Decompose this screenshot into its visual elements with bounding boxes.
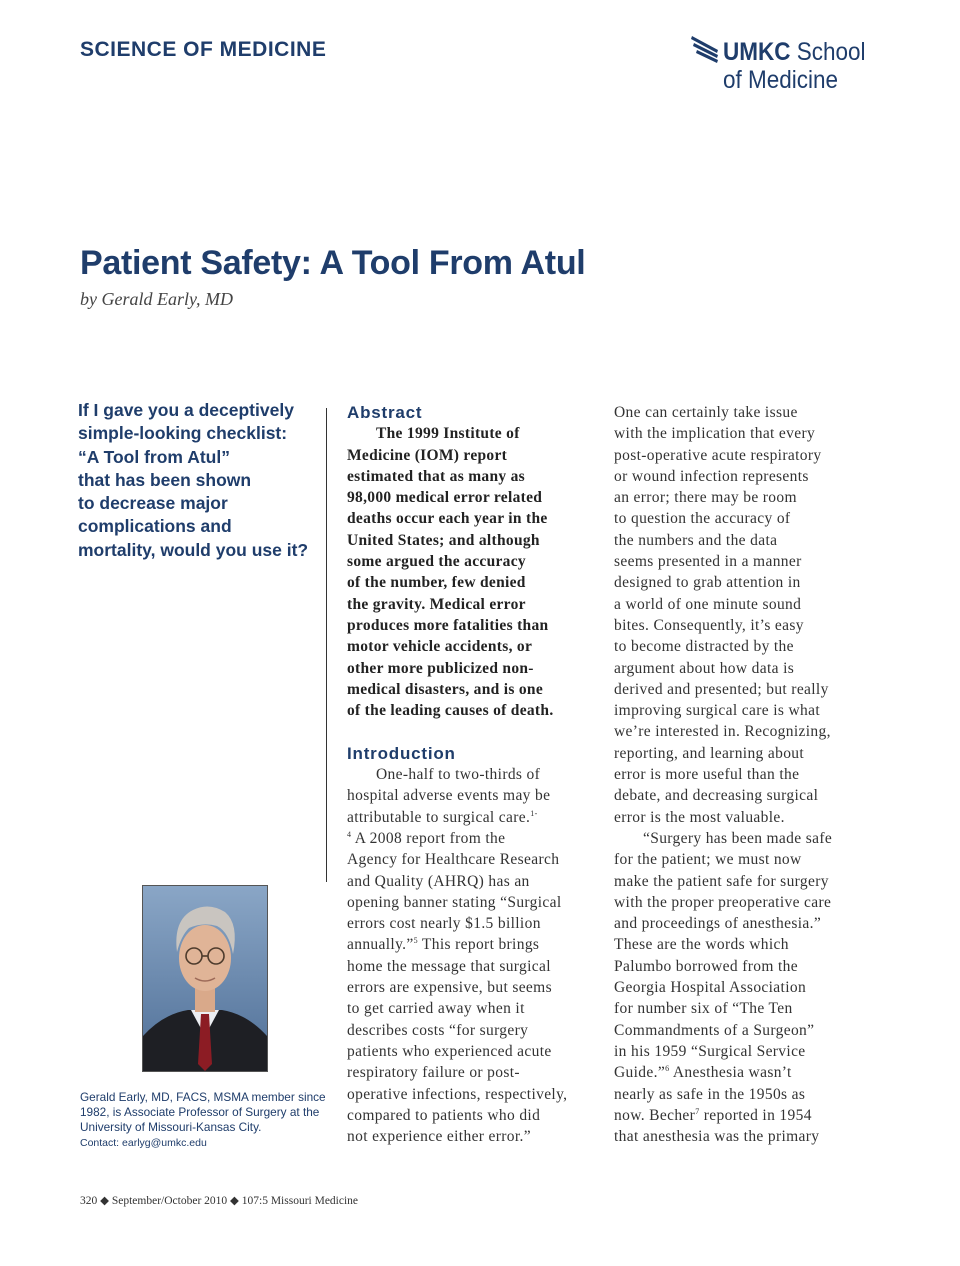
logo-text-line1: UMKC School — [723, 38, 866, 66]
page-number: 320 — [80, 1195, 98, 1207]
author-photo — [142, 885, 268, 1072]
diamond-icon: ◆ — [230, 1195, 242, 1207]
middle-column — [347, 402, 602, 1147]
introduction-heading: Introduction — [347, 743, 456, 763]
section-label: SCIENCE OF MEDICINE — [80, 38, 327, 61]
right-column-text: One can certainly take issue with the implication that every post-operative acute respiratory or wound infection represents an error; there may be room to question the accuracy of the numbers and the data seems presented in a manner designed to grab attention in a world of one minute sound bites. Consequently, it’s easy to become distracted by the argument about how data is derived and presented; but really improving surgical care is what we’re interested in. Recognizing, reporting, and learning about error is more useful than the debate, and decreasing surgical error is the most valuable. “Surgery has been made safe for the patient; we must now make the patient safe for surgery with the proper preoperative care and proceedings of anesthesia.” These are the words which Palumbo borrowed from the Georgia Hospital Association for number six of “The Ten Commandments of a Surgeon” in his 1959 “Surgical Service Guide.”$^6$ Anesthesia wasn’t nearly as safe in the 1950s as now. Becher$^7$ reported in 1954 that anesthesia was the primary — [614, 404, 833, 1146]
column-divider — [326, 408, 327, 882]
umkc-logo — [690, 34, 870, 96]
logo-text-line2: of Medicine — [723, 66, 839, 94]
umkc-swoosh-icon — [690, 34, 722, 64]
citation-superscript: 4 — [347, 829, 352, 839]
byline: by Gerald Early, MD — [80, 289, 233, 309]
right-column — [614, 402, 869, 1147]
author-caption: Gerald Early, MD, FACS, MSMA member since 1982, is Associate Professor of Surgery at the University of Missouri-Kansas City. Contact: earlyg@umkc.edu — [80, 1090, 330, 1151]
citation-superscript: 6 — [665, 1064, 670, 1074]
issue-date: September/October 2010 — [111, 1195, 228, 1207]
journal-name: 107:5 Missouri Medicine — [241, 1195, 359, 1207]
citation-superscript: 5 — [413, 936, 418, 946]
citation-superscript: 7 — [695, 1106, 700, 1116]
abstract-heading: Abstract — [347, 403, 423, 422]
article-title: Patient Safety: A Tool From Atul — [80, 244, 586, 282]
pull-quote: If I gave you a deceptively simple-looking checklist: “A Tool from Atul” that has been shown to decrease major complications and mortality, would you use it? — [78, 400, 309, 560]
diamond-icon: ◆ — [100, 1195, 112, 1207]
page-footer — [80, 1193, 358, 1207]
abstract-text: The 1999 Institute of Medicine (IOM) report estimated that as many as 98,000 medical error related deaths occur each year in the United States; and although some argued the accuracy of the number, few denied the gravity. Medical error produces more fatalities than motor vehicle accidents, or other more publicized non- medical disasters, and is one of the leading causes of death. — [347, 425, 554, 720]
citation-superscript: 1- — [530, 808, 538, 818]
introduction-text: One-half to two-thirds of hospital adverse events may be attributable to surgical care.$^{1-}$ $^4$ A 2008 report from the Agency for Healthcare Research and Quality (AHRQ) has an opening banner stating “Surgical errors cost nearly $1.5 billion annually.”$^5$ This report brings home the message that surgical errors are expensive, but seems to get carried away when it describes costs “for surgery patients who experienced acute respiratory failure or post- operative infections, respectively, compared to patients who did not experience either error.” — [347, 766, 568, 1146]
author-contact: Contact: earlyg@umkc.edu — [80, 1136, 207, 1149]
